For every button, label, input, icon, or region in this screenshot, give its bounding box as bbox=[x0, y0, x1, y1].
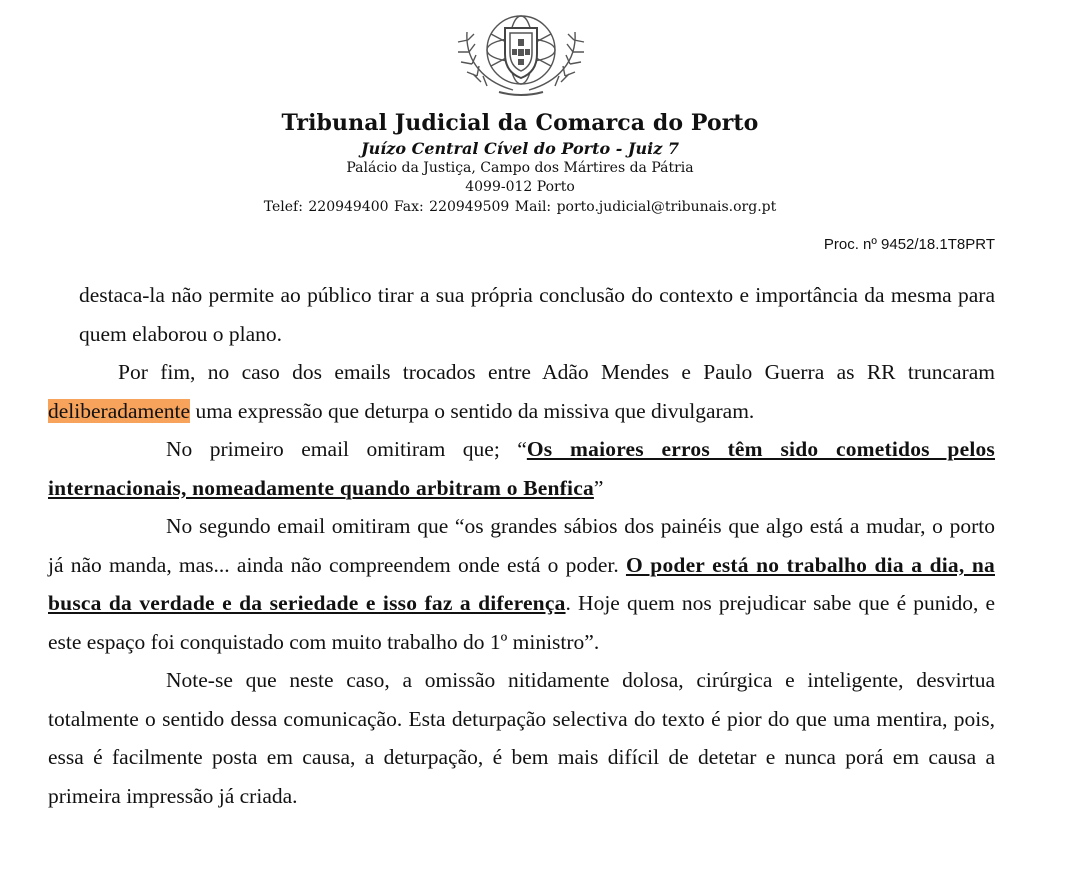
paragraph-2-text-b: uma expressão que deturpa o sentido da missiva que divulgaram. bbox=[190, 398, 755, 423]
emphasized-quote-1: Os maiores erros têm sido cometidos pelos internacionais, nomeadamente quando arbitram o Benfica bbox=[48, 437, 996, 500]
paragraph-4 bbox=[48, 507, 995, 661]
paragraph-4-text-a: No segundo email omitiram que “os grandes sábios dos painéis que algo está a mudar, o porto já não manda, mas... ainda não compreendem onde está o poder. bbox=[48, 514, 995, 577]
court-postal-code: 4099-012 Porto bbox=[465, 179, 575, 195]
document-body bbox=[48, 276, 995, 815]
paragraph-3-text-b: ” bbox=[593, 475, 604, 500]
paragraph-5: Note-se que neste caso, a omissão nitidamente dolosa, cirúrgica e inteligente, desvirtua totalmente o sentido dessa comunicação. Esta deturpação selectiva do texto é pior do que uma mentira, pois, essa é facilmente posta em causa, a deturpação, é bem mais difícil de detetar e nunca porá em causa a primeira impressão já criada. bbox=[48, 668, 995, 808]
court-address: Palácio da Justiça, Campo dos Mártires da Pátria bbox=[346, 160, 694, 176]
emphasized-quote-2: O poder está no trabalho dia a dia, na busca da verdade e da seriedade e isso faz a diferença bbox=[48, 552, 995, 615]
paragraph-1: destaca-la não permite ao público tirar a sua própria conclusão do contexto e importância da mesma para quem elaborou o plano. bbox=[79, 283, 995, 346]
portuguese-coat-of-arms-icon bbox=[455, 2, 587, 100]
highlighted-word: deliberadamente bbox=[48, 398, 191, 423]
paragraph-3 bbox=[48, 430, 995, 507]
court-name: Tribunal Judicial da Comarca do Porto bbox=[281, 110, 759, 136]
court-contacts: Telef: 220949400 Fax: 220949509 Mail: porto.judicial@tribunais.org.pt bbox=[263, 199, 777, 215]
paragraph-2 bbox=[48, 353, 995, 430]
paragraph-2-text-a: Por fim, no caso dos emails trocados entre Adão Mendes e Paulo Guerra as RR truncaram bbox=[118, 360, 995, 384]
court-section: Juízo Central Cível do Porto - Juiz 7 bbox=[361, 139, 679, 158]
process-number: Proc. nº 9452/18.1T8PRT bbox=[823, 236, 995, 253]
paragraph-3-text-a: No primeiro email omitiram que; “ bbox=[166, 437, 527, 461]
paragraph-4-text-b: . Hoje quem nos prejudicar sabe que é punido, e este espaço foi conquistado com muito trabalho do 1º ministro”. bbox=[48, 591, 996, 654]
